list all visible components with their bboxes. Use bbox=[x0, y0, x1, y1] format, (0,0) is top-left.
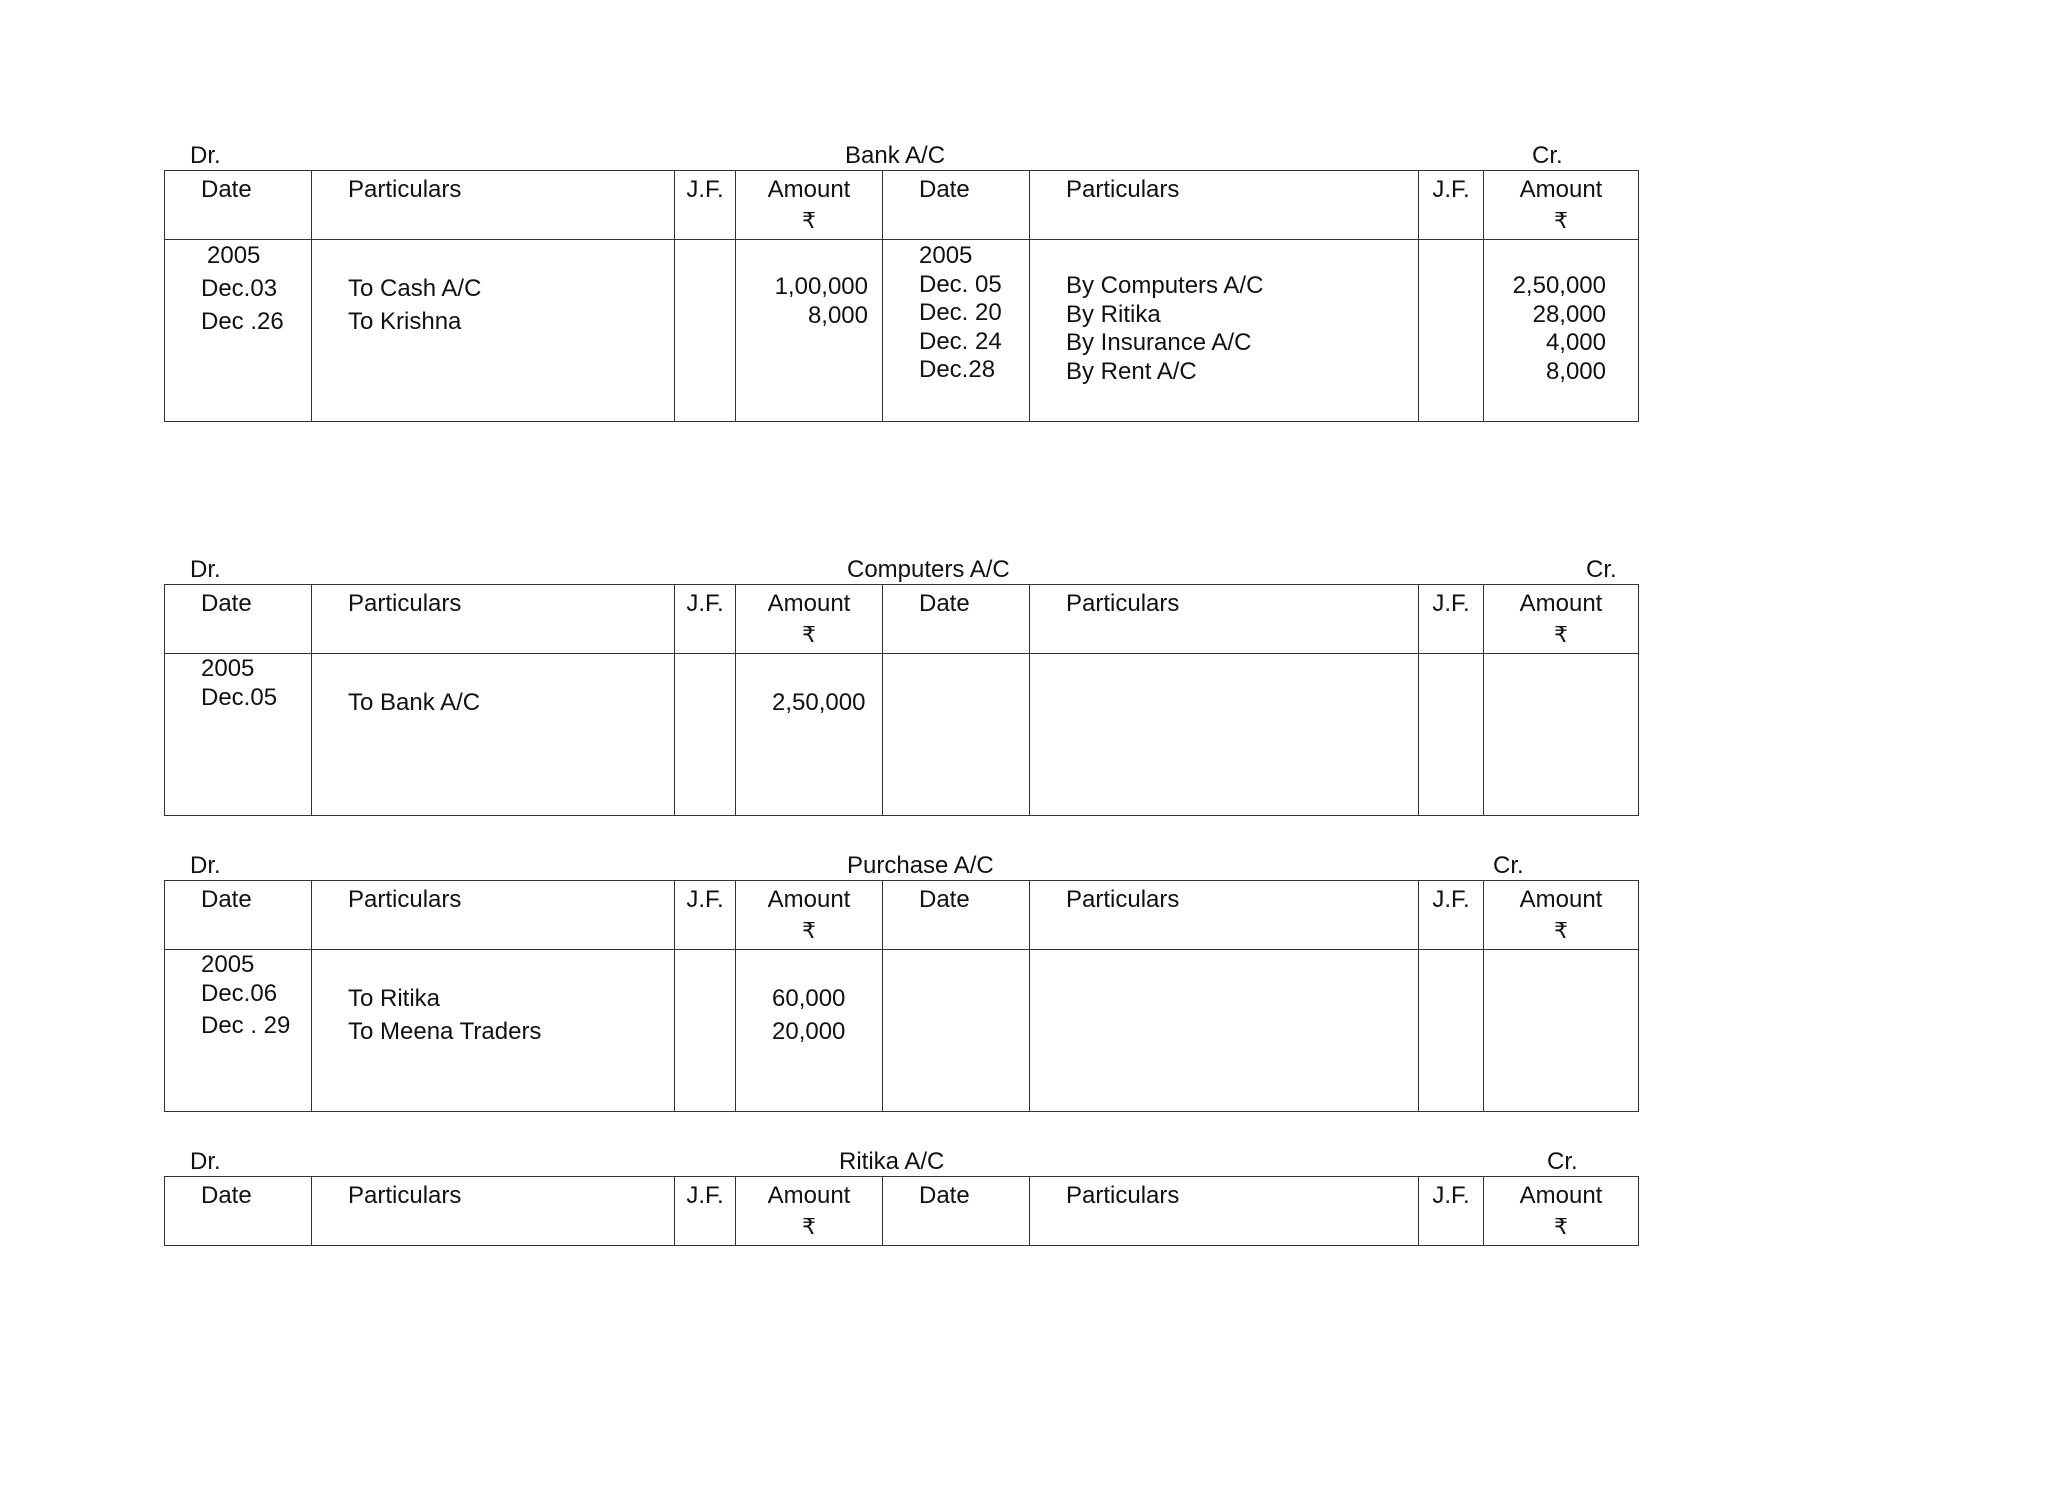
debit-jf-header: J.F. bbox=[675, 881, 736, 950]
debit-date-header: Date bbox=[165, 1177, 312, 1246]
debit-marker: Dr. bbox=[190, 556, 221, 583]
debit-jf bbox=[675, 240, 736, 422]
debit-amounts bbox=[736, 654, 883, 816]
credit-particulars-header: Particulars bbox=[1030, 881, 1419, 950]
rupee-symbol: ₹ bbox=[1554, 622, 1568, 647]
particular-entry: By Insurance A/C bbox=[1066, 329, 1252, 356]
credit-jf-header: J.F. bbox=[1419, 585, 1484, 654]
amount-entry: 2,50,000 bbox=[772, 689, 866, 716]
header-row bbox=[165, 585, 1639, 654]
credit-jf-header: J.F. bbox=[1419, 1177, 1484, 1246]
ledger-heading bbox=[164, 1142, 1638, 1176]
credit-amounts bbox=[1484, 654, 1639, 816]
year-label: 2005 bbox=[201, 655, 255, 682]
ledger-table bbox=[164, 170, 1639, 422]
amount-entry: 60,000 bbox=[772, 985, 846, 1012]
credit-jf bbox=[1419, 950, 1484, 1112]
particular-entry: To Bank A/C bbox=[348, 689, 481, 716]
amount-entry: 8,000 bbox=[1545, 357, 1606, 385]
amount-entry: 4,000 bbox=[1545, 329, 1606, 356]
credit-jf bbox=[1419, 240, 1484, 422]
ledger-title: Ritika A/C bbox=[839, 1148, 945, 1175]
date-entry: Dec . 29 bbox=[201, 1012, 291, 1039]
debit-jf bbox=[675, 950, 736, 1112]
amount-entry: 20,000 bbox=[772, 1018, 846, 1045]
debit-marker: Dr. bbox=[190, 852, 221, 879]
debit-marker: Dr. bbox=[190, 142, 221, 169]
credit-amounts bbox=[1484, 950, 1639, 1112]
debit-marker: Dr. bbox=[190, 1148, 221, 1175]
credit-date-header: Date bbox=[883, 1177, 1030, 1246]
particular-entry: By Rent A/C bbox=[1066, 357, 1197, 385]
debit-jf-header: J.F. bbox=[675, 585, 736, 654]
particular-entry: To Cash A/C bbox=[348, 275, 482, 302]
debit-jf-header: J.F. bbox=[675, 1177, 736, 1246]
amount-entry: 8,000 bbox=[807, 302, 868, 329]
purchase-ledger bbox=[164, 846, 1638, 1112]
credit-amounts bbox=[1484, 240, 1639, 422]
date-entry: Dec .26 bbox=[201, 308, 284, 335]
particular-entry: To Ritika bbox=[348, 985, 441, 1012]
amount-entry: 28,000 bbox=[1532, 300, 1606, 328]
credit-amount-header: Amount ₹ bbox=[1484, 171, 1639, 240]
debit-amount-header: Amount ₹ bbox=[736, 585, 883, 654]
date-entry: Dec.06 bbox=[201, 980, 278, 1007]
debit-particulars-header: Particulars bbox=[312, 1177, 675, 1246]
debit-date-header: Date bbox=[165, 881, 312, 950]
debit-particulars-header: Particulars bbox=[312, 171, 675, 240]
ledger-heading bbox=[164, 550, 1638, 584]
rupee-symbol: ₹ bbox=[1554, 208, 1568, 233]
rupee-symbol: ₹ bbox=[802, 918, 816, 943]
debit-amount-header: Amount ₹ bbox=[736, 881, 883, 950]
rupee-symbol: ₹ bbox=[1554, 918, 1568, 943]
date-entry: Dec. 05 bbox=[919, 270, 1002, 298]
year-label: 2005 bbox=[207, 242, 261, 269]
debit-dates bbox=[165, 240, 312, 422]
header-row bbox=[165, 881, 1639, 950]
debit-date-header: Date bbox=[165, 171, 312, 240]
entries-row bbox=[165, 654, 1639, 816]
credit-marker: Cr. bbox=[1547, 1148, 1578, 1175]
entries-row bbox=[165, 950, 1639, 1112]
debit-amount-header: Amount ₹ bbox=[736, 171, 883, 240]
rupee-symbol: ₹ bbox=[802, 1214, 816, 1239]
bank-ledger bbox=[164, 136, 1638, 422]
credit-particulars-header: Particulars bbox=[1030, 1177, 1419, 1246]
rupee-symbol: ₹ bbox=[1554, 1214, 1568, 1239]
date-entry: Dec.05 bbox=[201, 684, 278, 711]
credit-particulars bbox=[1030, 654, 1419, 816]
credit-jf-header: J.F. bbox=[1419, 171, 1484, 240]
credit-dates bbox=[883, 240, 1030, 422]
amount-entry: 1,00,000 bbox=[774, 273, 868, 300]
debit-particulars bbox=[312, 950, 675, 1112]
date-entry: Dec. 24 bbox=[919, 327, 1002, 355]
particular-entry: By Computers A/C bbox=[1066, 272, 1264, 299]
credit-date-header: Date bbox=[883, 881, 1030, 950]
amount-entry: 2,50,000 bbox=[1512, 272, 1606, 299]
rupee-symbol: ₹ bbox=[802, 622, 816, 647]
credit-particulars-header: Particulars bbox=[1030, 171, 1419, 240]
debit-jf bbox=[675, 654, 736, 816]
entries-row bbox=[165, 240, 1639, 422]
credit-jf-header: J.F. bbox=[1419, 881, 1484, 950]
date-entry: Dec.03 bbox=[201, 275, 278, 302]
credit-particulars bbox=[1030, 240, 1419, 422]
computers-ledger bbox=[164, 550, 1638, 816]
ledger-title: Bank A/C bbox=[845, 142, 946, 169]
year-label: 2005 bbox=[919, 242, 973, 269]
credit-particulars bbox=[1030, 950, 1419, 1112]
header-row bbox=[165, 1177, 1639, 1246]
debit-jf-header: J.F. bbox=[675, 171, 736, 240]
credit-amount-header: Amount ₹ bbox=[1484, 881, 1639, 950]
credit-amount-header: Amount ₹ bbox=[1484, 1177, 1639, 1246]
ritika-ledger bbox=[164, 1142, 1638, 1246]
ledger-heading bbox=[164, 136, 1638, 170]
particular-entry: By Ritika bbox=[1066, 300, 1161, 328]
credit-date-header: Date bbox=[883, 171, 1030, 240]
particular-entry: To Meena Traders bbox=[348, 1018, 542, 1045]
credit-particulars-header: Particulars bbox=[1030, 585, 1419, 654]
date-entry: Dec. 20 bbox=[919, 299, 1002, 326]
credit-marker: Cr. bbox=[1493, 852, 1524, 879]
debit-dates bbox=[165, 950, 312, 1112]
credit-date-header: Date bbox=[883, 585, 1030, 654]
debit-particulars-header: Particulars bbox=[312, 881, 675, 950]
credit-marker: Cr. bbox=[1586, 556, 1617, 583]
date-entry: Dec.28 bbox=[919, 356, 996, 383]
ledger-title: Computers A/C bbox=[847, 556, 1010, 583]
debit-date-header: Date bbox=[165, 585, 312, 654]
debit-dates bbox=[165, 654, 312, 816]
credit-dates bbox=[883, 950, 1030, 1112]
ledger-title: Purchase A/C bbox=[847, 852, 994, 879]
debit-amounts bbox=[736, 950, 883, 1112]
header-row bbox=[165, 171, 1639, 240]
debit-particulars bbox=[312, 240, 675, 422]
ledger-table bbox=[164, 1176, 1639, 1246]
credit-marker: Cr. bbox=[1532, 142, 1563, 169]
credit-dates bbox=[883, 654, 1030, 816]
debit-amount-header: Amount ₹ bbox=[736, 1177, 883, 1246]
credit-jf bbox=[1419, 654, 1484, 816]
debit-amounts bbox=[736, 240, 883, 422]
rupee-symbol: ₹ bbox=[802, 208, 816, 233]
debit-particulars-header: Particulars bbox=[312, 585, 675, 654]
particular-entry: To Krishna bbox=[348, 308, 462, 335]
ledger-heading bbox=[164, 846, 1638, 880]
ledger-table bbox=[164, 880, 1639, 1112]
ledger-table bbox=[164, 584, 1639, 816]
debit-particulars bbox=[312, 654, 675, 816]
year-label: 2005 bbox=[201, 951, 255, 978]
credit-amount-header: Amount ₹ bbox=[1484, 585, 1639, 654]
